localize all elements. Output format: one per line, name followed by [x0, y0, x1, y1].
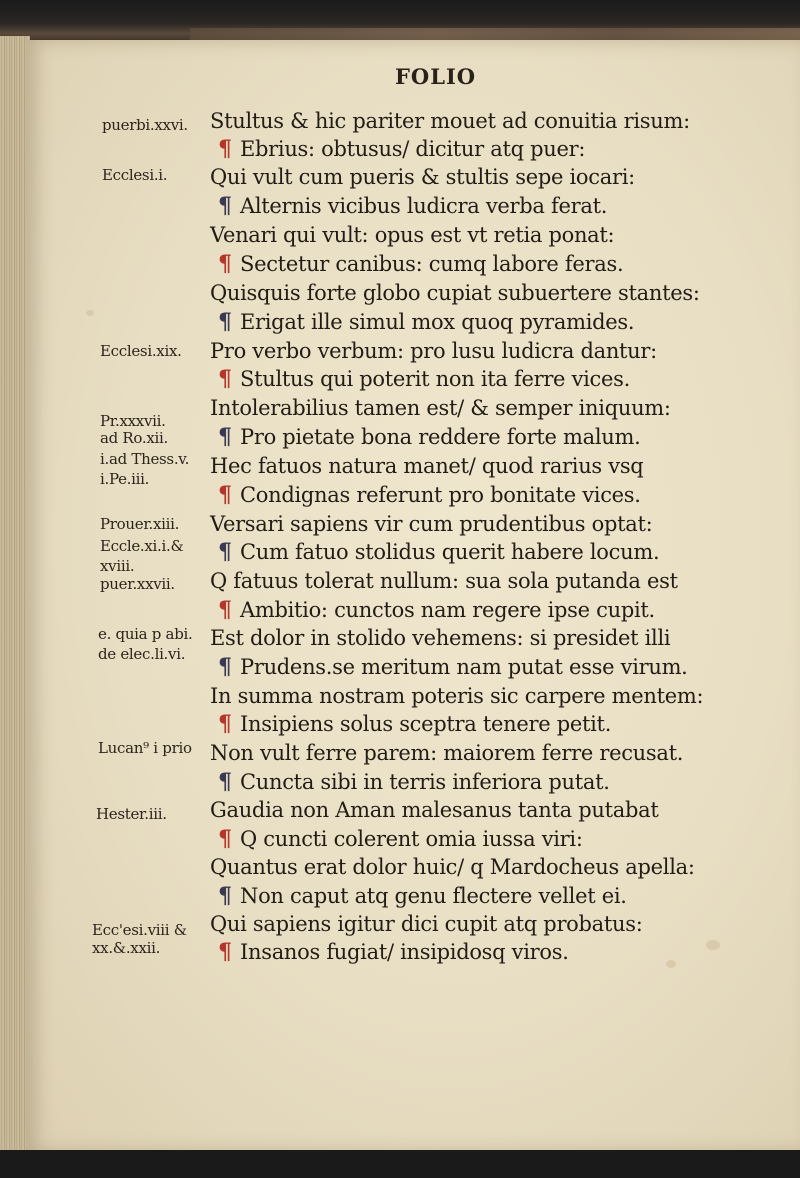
- pilcrow-mark: ¶: [218, 136, 232, 162]
- pilcrow-mark: ¶: [218, 309, 232, 335]
- paper-stain: [86, 310, 94, 316]
- verse-line: ¶ Erigat ille simul mox quoq pyramides.: [218, 309, 635, 335]
- verse-line: ¶ Cum fatuo stolidus querit habere locum.: [218, 539, 660, 565]
- pilcrow-mark: ¶: [218, 539, 232, 565]
- margin-note: Prouer.xiii.: [100, 515, 180, 533]
- pilcrow-mark: ¶: [218, 366, 232, 392]
- pilcrow-mark: ¶: [218, 711, 232, 737]
- verse-line: ¶ Non caput atq genu flectere vellet ei.: [218, 883, 627, 909]
- margin-note: Pr.xxxvii.: [100, 412, 166, 430]
- verse-line: ¶ Ebrius: obtusus/ dicitur atq puer:: [218, 136, 586, 162]
- verse-line: Hec fatuos natura manet/ quod rarius vsq: [210, 454, 644, 478]
- verse-line: ¶ Alternis vicibus ludicra verba ferat.: [218, 193, 608, 219]
- margin-note: xx.&.xxii.: [92, 939, 161, 957]
- margin-note: Ecclesi.i.: [102, 166, 168, 184]
- pilcrow-mark: ¶: [218, 597, 232, 623]
- margin-note: i.ad Thess.v.: [100, 450, 190, 468]
- verse-line: In summa nostram poteris sic carpere mentem:: [210, 684, 704, 708]
- verse-line: Versari sapiens vir cum prudentibus optat:: [210, 512, 653, 536]
- margin-note: Hester.iii.: [96, 805, 167, 823]
- pilcrow-mark: ¶: [218, 251, 232, 277]
- margin-note: i.Pe.iii.: [100, 470, 150, 488]
- verse-line: Qui vult cum pueris & stultis sepe iocari:: [210, 165, 635, 189]
- verse-line: Non vult ferre parem: maiorem ferre recusat.: [210, 741, 684, 765]
- margin-note: puerbi.xxvi.: [102, 116, 188, 134]
- verse-line: Pro verbo verbum: pro lusu ludicra dantur:: [210, 339, 657, 363]
- verse-line: Intolerabilius tamen est/ & semper iniquum:: [210, 396, 671, 420]
- pilcrow-mark: ¶: [218, 193, 232, 219]
- verse-line: ¶ Prudens.se meritum nam putat esse virum.: [218, 654, 688, 680]
- verse-line: ¶ Insipiens solus sceptra tenere petit.: [218, 711, 612, 737]
- margin-note: de elec.li.vi.: [98, 645, 186, 663]
- margin-note: xviii.: [100, 557, 135, 575]
- pilcrow-mark: ¶: [218, 883, 232, 909]
- verse-line: ¶ Condignas referunt pro bonitate vices.: [218, 482, 641, 508]
- pilcrow-mark: ¶: [218, 654, 232, 680]
- margin-note: ad Ro.xii.: [100, 429, 168, 447]
- pilcrow-mark: ¶: [218, 939, 232, 965]
- paper-stain: [706, 940, 720, 950]
- verse-line: Stultus & hic pariter mouet ad conuitia risum:: [210, 109, 690, 133]
- margin-note: Eccle.xi.i.&: [100, 537, 184, 555]
- margin-note: Ecclesi.xix.: [100, 342, 182, 360]
- pilcrow-mark: ¶: [218, 769, 232, 795]
- verse-line: ¶ Pro pietate bona reddere forte malum.: [218, 424, 641, 450]
- folio-header: FOLIO: [395, 64, 477, 89]
- pilcrow-mark: ¶: [218, 424, 232, 450]
- verse-line: Gaudia non Aman malesanus tanta putabat: [210, 798, 659, 822]
- verse-line: Venari qui vult: opus est vt retia ponat:: [210, 223, 615, 247]
- verse-line: ¶ Sectetur canibus: cumq labore feras.: [218, 251, 624, 277]
- margin-note: puer.xxvii.: [100, 575, 175, 593]
- verse-line: Quantus erat dolor huic/ q Mardocheus apella:: [210, 855, 695, 879]
- verse-line: ¶ Cuncta sibi in terris inferiora putat.: [218, 769, 610, 795]
- verse-line: ¶ Q cuncti colerent omia iussa viri:: [218, 826, 583, 852]
- verse-line: ¶ Ambitio: cunctos nam regere ipse cupit.: [218, 597, 655, 623]
- verse-line: ¶ Stultus qui poterit non ita ferre vices.: [218, 366, 630, 392]
- book-bottom-edge: [0, 1150, 800, 1178]
- verse-line: ¶ Insanos fugiat/ insipidosq viros.: [218, 939, 569, 965]
- verse-line: Quisquis forte globo cupiat subuertere stantes:: [210, 281, 700, 305]
- paper-stain: [666, 960, 676, 968]
- margin-note: e. quia p abi.: [98, 625, 193, 643]
- verse-line: Qui sapiens igitur dici cupit atq probatus:: [210, 912, 643, 936]
- margin-note: Ecc'esi.viii &: [92, 921, 187, 939]
- pilcrow-mark: ¶: [218, 482, 232, 508]
- margin-note: Lucan⁹ i prio: [98, 739, 192, 757]
- book-top-edge: [0, 0, 800, 42]
- pilcrow-mark: ¶: [218, 826, 232, 852]
- verse-line: Est dolor in stolido vehemens: si presidet illi: [210, 626, 671, 650]
- verse-line: Q fatuus tolerat nullum: sua sola putanda est: [210, 569, 678, 593]
